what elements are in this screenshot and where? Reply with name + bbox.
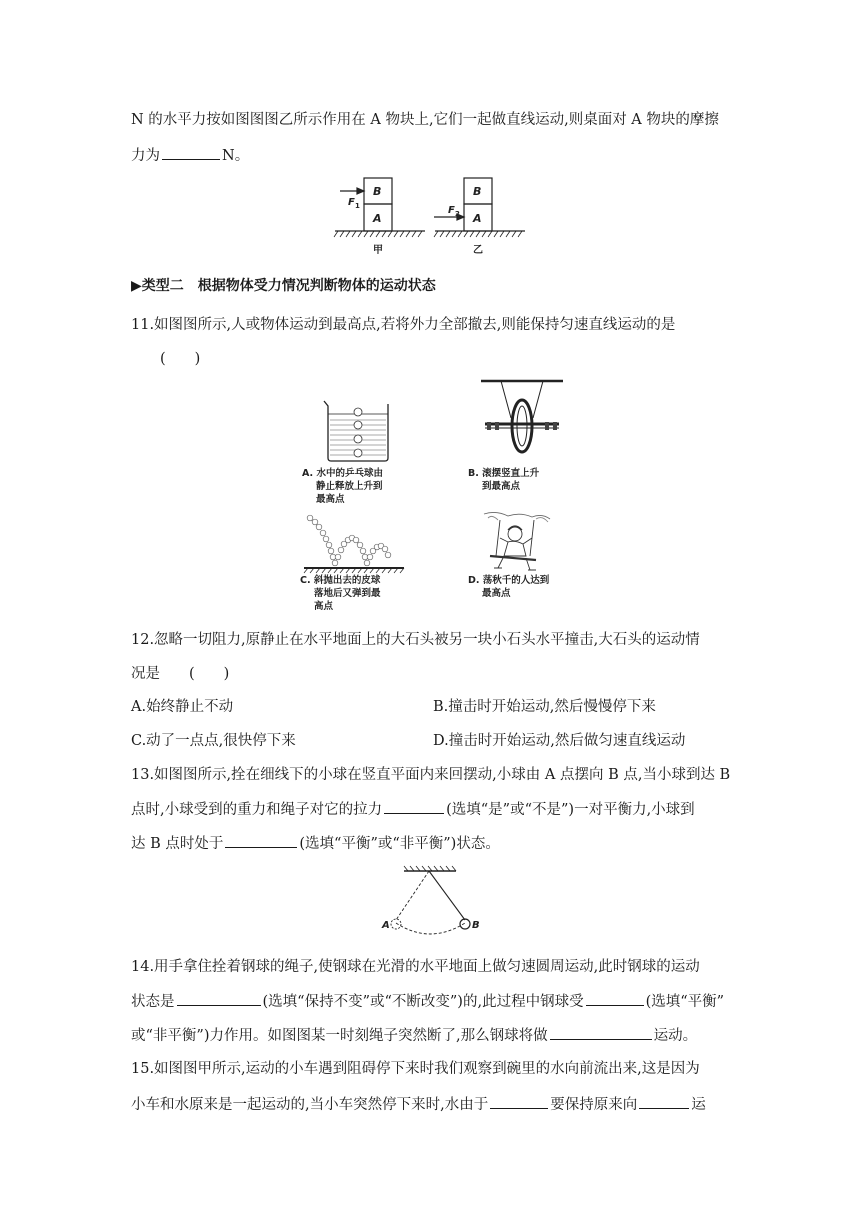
q14-line2-post: (选填“平衡” bbox=[645, 994, 725, 1010]
q10-label-a-right: A bbox=[473, 212, 482, 225]
q11-caption-c bbox=[300, 574, 381, 613]
q11-figure-c-bouncing-ball bbox=[300, 510, 410, 576]
q10-label-f2: F bbox=[448, 205, 455, 216]
q14-line3 bbox=[131, 1025, 697, 1046]
q14-line3-pre: 或“非平衡”)力作用。如图图某一时刻绳子突然断了,那么钢球将做 bbox=[131, 1028, 548, 1044]
pendulum-ball-icon bbox=[460, 919, 470, 929]
section-heading: ▶类型二 根据物体受力情况判断物体的运动状态 bbox=[131, 278, 436, 294]
q11-caption-c-line2: 落地后又弹到最 bbox=[314, 588, 381, 599]
q13-blank-1[interactable] bbox=[384, 799, 444, 814]
q10-answer-blank[interactable] bbox=[162, 145, 220, 160]
q10-figure bbox=[330, 175, 530, 260]
q11-figure-b-maxwell-wheel bbox=[477, 378, 567, 468]
q11-caption-b-line1: B. 滚摆竖直上升 bbox=[468, 468, 540, 479]
q15-blank-1[interactable] bbox=[490, 1094, 548, 1109]
q14-blank-2[interactable] bbox=[586, 991, 644, 1006]
q14-line1: 14.用手拿住拴着钢球的绳子,使钢球在光滑的水平地面上做匀速圆周运动,此时钢球的运动 bbox=[131, 959, 700, 975]
q13-line2-pre: 点时,小球受到的重力和绳子对它的拉力 bbox=[131, 802, 383, 818]
q11-caption-a-line1: A. 水中的乒乓球由 bbox=[302, 468, 383, 479]
q12-option-a[interactable]: A.始终静止不动 bbox=[131, 699, 234, 715]
q12-option-b[interactable]: B.撞击时开始运动,然后慢慢停下来 bbox=[433, 699, 656, 715]
q13-point-a: A bbox=[382, 920, 390, 931]
q11-caption-c-line1: C. 斜抛出去的皮球 bbox=[300, 575, 381, 586]
q10-label-f1: F bbox=[348, 197, 355, 208]
q11-caption-d-line2: 最高点 bbox=[482, 588, 511, 599]
q13-blank-2[interactable] bbox=[225, 833, 297, 848]
q13-line1: 13.如图图所示,拴在细线下的小球在竖直平面内来回摆动,小球由 A 点摆向 B 点,当小球到达 B bbox=[131, 767, 731, 783]
q13-line3 bbox=[131, 833, 500, 854]
q15-line2-pre: 小车和水原来是一起运动的,当小车突然停下来时,水由于 bbox=[131, 1097, 489, 1113]
q11-figure-d-swing bbox=[478, 510, 558, 576]
q11-caption-a-line2: 静止释放上升到 bbox=[316, 481, 383, 492]
q10-caption-left: 甲 bbox=[373, 245, 383, 256]
q12-stem-line2: 况是 ( ) bbox=[131, 666, 230, 682]
q15-line2 bbox=[131, 1094, 706, 1115]
q12-stem-line1: 12.忽略一切阻力,原静止在水平地面上的大石头被另一块小石头水平撞击,大石头的运动情 bbox=[131, 632, 700, 648]
q11-figure-a-beaker bbox=[318, 398, 398, 464]
q10-caption-right: 乙 bbox=[473, 245, 483, 256]
q15-line2-post: 运 bbox=[691, 1097, 706, 1113]
q14-line2-pre: 状态是 bbox=[131, 994, 175, 1010]
q14-line3-post: 运动。 bbox=[653, 1028, 698, 1044]
q12-option-d[interactable]: D.撞击时开始运动,然后做匀速直线运动 bbox=[433, 733, 686, 749]
q10-label-a-left: A bbox=[373, 212, 382, 225]
q10-label-b-right: B bbox=[473, 185, 482, 198]
q13-line3-post: (选填“平衡”或“非平衡”)状态。 bbox=[299, 836, 500, 852]
q14-line2 bbox=[131, 991, 724, 1012]
q10-label-f2-sub: 2 bbox=[455, 210, 460, 218]
q13-line2 bbox=[131, 799, 695, 820]
q11-caption-d bbox=[468, 574, 549, 600]
q10-line1: N 的水平力按如图图图乙所示作用在 A 物块上,它们一起做直线运动,则桌面对 A 物块的摩擦 bbox=[131, 112, 719, 128]
q14-blank-1[interactable] bbox=[177, 991, 261, 1006]
q15-blank-2[interactable] bbox=[639, 1094, 689, 1109]
q11-caption-d-line1: D. 荡秋千的人达到 bbox=[468, 575, 550, 586]
q10-line2-suffix: N。 bbox=[222, 148, 250, 164]
q15-line1: 15.如图图甲所示,运动的小车遇到阻碍停下来时我们观察到碗里的水向前流出来,这是因为 bbox=[131, 1061, 700, 1077]
ping-pong-ball-icon bbox=[354, 408, 362, 416]
q12-option-c[interactable]: C.动了一点点,很快停下来 bbox=[131, 733, 296, 749]
q10-line2 bbox=[131, 145, 249, 166]
q15-line2-mid: 要保持原来向 bbox=[550, 1097, 638, 1113]
q11-caption-a-line3: 最高点 bbox=[316, 494, 345, 505]
q13-pendulum-figure bbox=[372, 865, 502, 945]
q13-line3-pre: 达 B 点时处于 bbox=[131, 836, 224, 852]
q11-caption-a bbox=[302, 467, 383, 506]
q10-line2-prefix: 力为 bbox=[131, 148, 160, 164]
q13-point-b: B bbox=[472, 920, 480, 931]
q11-caption-b-line2: 到最高点 bbox=[482, 481, 521, 492]
q11-paren[interactable]: ( ) bbox=[160, 351, 201, 367]
q14-line2-mid: (选填“保持不变”或“不断改变”)的,此过程中钢球受 bbox=[262, 994, 584, 1010]
q10-label-f1-sub: 1 bbox=[355, 202, 360, 210]
q13-line2-post: (选填“是”或“不是”)一对平衡力,小球到 bbox=[446, 802, 695, 818]
q14-blank-3[interactable] bbox=[550, 1025, 652, 1040]
q11-caption-b bbox=[468, 467, 539, 493]
q11-stem: 11.如图图所示,人或物体运动到最高点,若将外力全部撤去,则能保持匀速直线运动的是 bbox=[131, 317, 676, 333]
q11-caption-c-line3: 高点 bbox=[314, 601, 334, 612]
q10-label-b-left: B bbox=[373, 185, 382, 198]
